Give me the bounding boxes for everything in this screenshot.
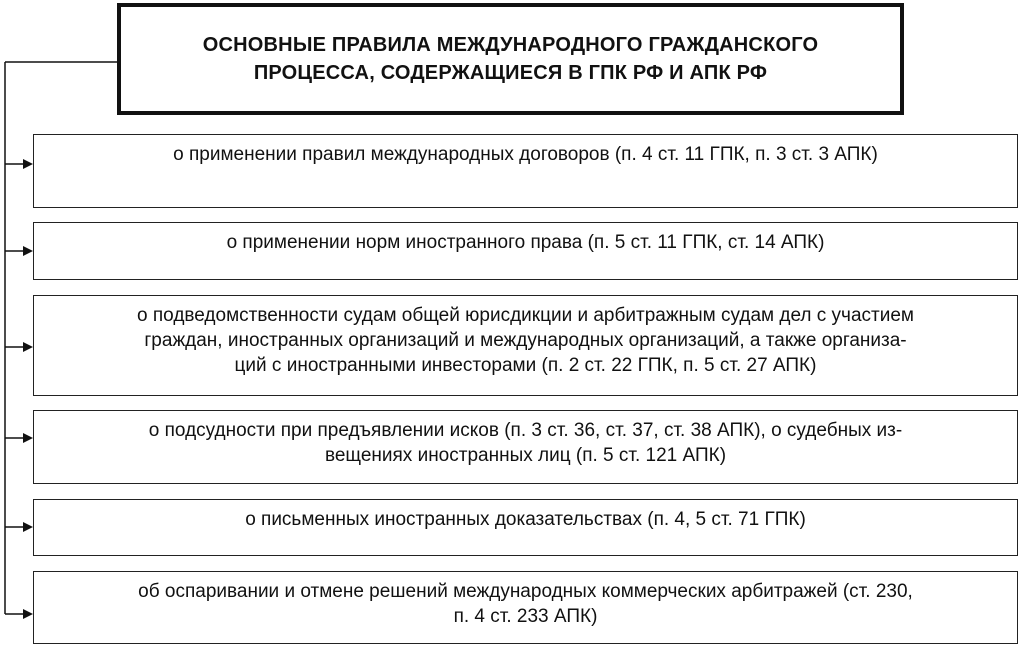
rule-text: о подведомственности судам общей юрисдикции и арбитражным судам дел с участием граждан, иностранных организаций и международных организаций, а также организа- ций с иностранными инвесторами (п. 2 ст. 22 ГПК, п. 5 ст. 27 АПК) xyxy=(137,305,914,376)
arrow-head-icon xyxy=(23,433,33,443)
arrow-head-icon xyxy=(23,159,33,169)
rule-text: о письменных иностранных доказательствах (п. 4, 5 ст. 71 ГПК) xyxy=(245,509,806,530)
rule-box xyxy=(33,499,1018,556)
rule-box xyxy=(33,571,1018,644)
header-box xyxy=(117,3,904,115)
rule-box xyxy=(33,222,1018,280)
rule-box xyxy=(33,134,1018,208)
rule-box xyxy=(33,295,1018,396)
arrow-head-icon xyxy=(23,609,33,619)
arrow-head-icon xyxy=(23,246,33,256)
header-title: ОСНОВНЫЕ ПРАВИЛА МЕЖДУНАРОДНОГО ГРАЖДАНСКОГО ПРОЦЕССА, СОДЕРЖАЩИЕСЯ В ГПК РФ И АПК РФ xyxy=(202,34,819,84)
rule-box xyxy=(33,410,1018,484)
arrow-head-icon xyxy=(23,522,33,532)
arrow-head-icon xyxy=(23,342,33,352)
rule-text: о применении норм иностранного права (п. 5 ст. 11 ГПК, ст. 14 АПК) xyxy=(226,232,825,253)
rule-text: о подсудности при предъявлении исков (п. 3 ст. 36, ст. 37, ст. 38 АПК), о судебных из- вещениях иностранных лиц (п. 5 ст. 121 АПК) xyxy=(148,420,903,466)
rule-text: об оспаривании и отмене решений международных коммерческих арбитражей (ст. 230, п. 4 ст. 233 АПК) xyxy=(138,581,913,627)
rule-text: о применении правил международных договоров (п. 4 ст. 11 ГПК, п. 3 ст. 3 АПК) xyxy=(173,144,878,165)
